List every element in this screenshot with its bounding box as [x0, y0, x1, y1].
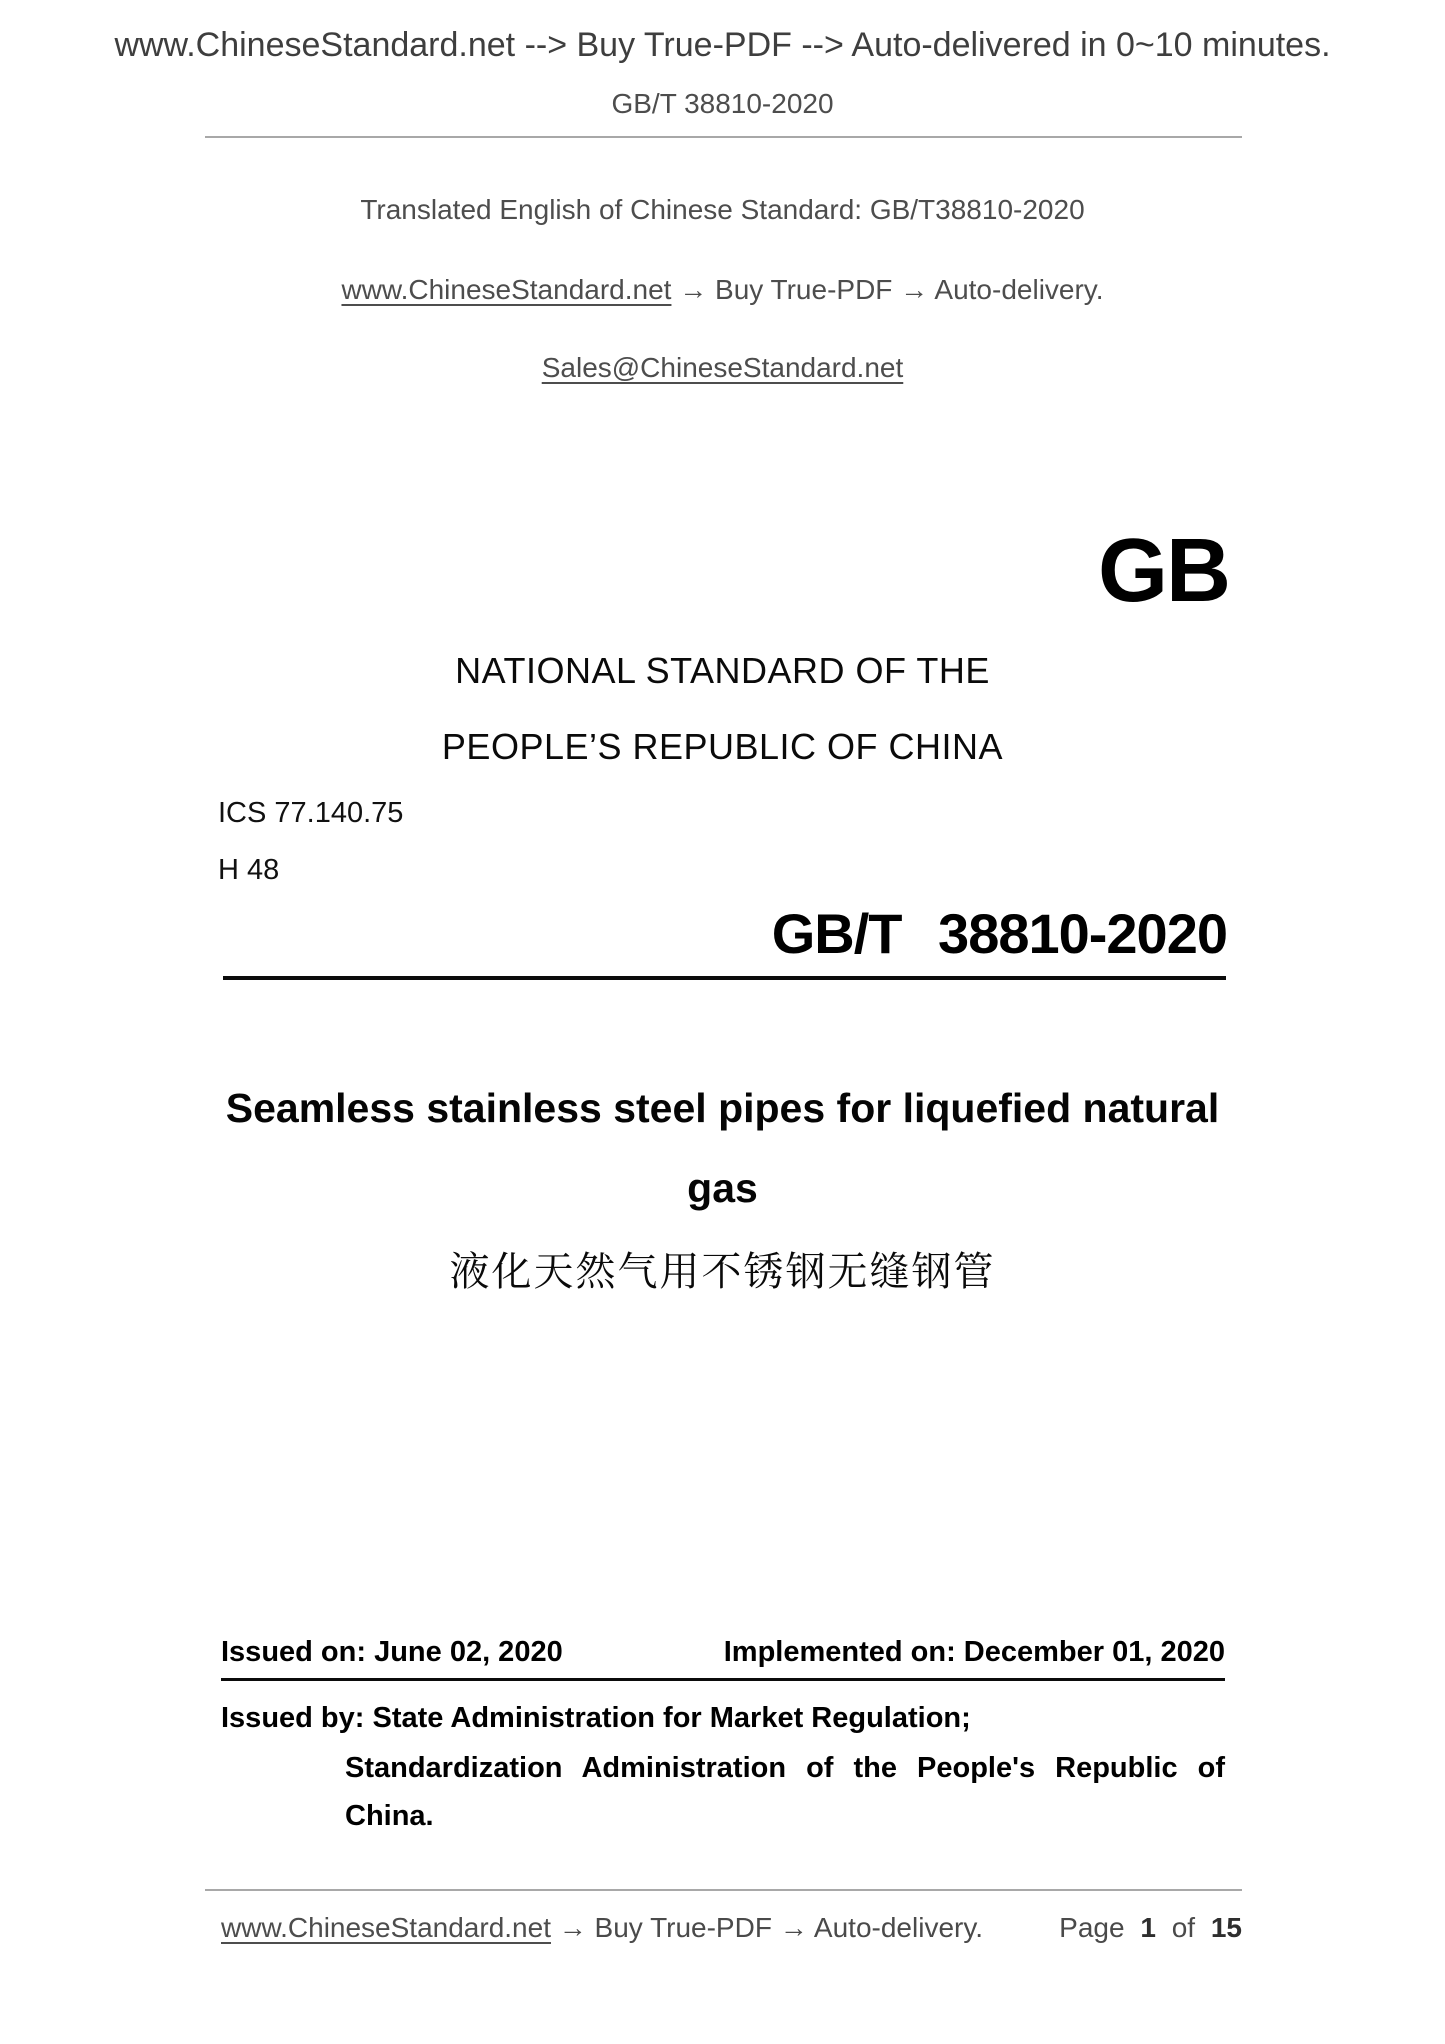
translated-note: Translated English of Chinese Standard: GB/T38810-2020	[360, 194, 1085, 225]
issued-by-continuation-line1: Standardization Administration of the People's Republic of	[345, 1752, 1225, 1784]
code-underline-rule	[223, 976, 1226, 980]
footer-website-link[interactable]: www.ChineseStandard.net	[221, 1912, 551, 1943]
buy-line	[0, 274, 1445, 306]
national-standard-heading-line2: PEOPLE’S REPUBLIC OF CHINA	[441, 726, 1004, 767]
header-tagline: www.ChineseStandard.net --> Buy True-PDF --> Auto-delivered in 0~10 minutes.	[114, 26, 1331, 64]
page-total: 15	[1210, 1912, 1242, 1943]
implemented-on-date: Implemented on: December 01, 2020	[723, 1636, 1225, 1668]
buy-line-rest: → Buy True-PDF → Auto-delivery.	[671, 274, 1104, 305]
page-label: Page	[1059, 1912, 1125, 1943]
ics-code: ICS 77.140.75	[218, 797, 404, 829]
footer-tagline	[221, 1912, 983, 1944]
title-english-line1: Seamless stainless steel pipes for liquefied natural	[225, 1085, 1220, 1131]
standard-code-large: GB/T 38810-2020	[771, 902, 1227, 965]
sales-email-link[interactable]: Sales@ChineseStandard.net	[541, 352, 904, 383]
title-chinese: 液化天然气用不锈钢无缝钢管	[449, 1249, 996, 1295]
issued-by-continuation-line2: China.	[345, 1800, 434, 1832]
national-standard-heading-line1: NATIONAL STANDARD OF THE	[455, 650, 990, 691]
issuance-dates-row	[221, 1636, 1225, 1669]
footer-tagline-rest: → Buy True-PDF → Auto-delivery.	[550, 1912, 984, 1943]
footer-divider	[205, 1889, 1242, 1891]
class-code: H 48	[218, 854, 280, 886]
header-divider	[205, 136, 1242, 138]
gb-logo: GB	[1098, 521, 1229, 621]
issued-by: Issued by: State Administration for Market Regulation;	[221, 1702, 971, 1734]
issued-on-date: Issued on: June 02, 2020	[221, 1636, 563, 1668]
footer-row	[221, 1912, 1242, 1944]
sales-line	[0, 352, 1445, 384]
page-of-label: of	[1171, 1912, 1196, 1943]
website-link[interactable]: www.ChineseStandard.net	[341, 274, 672, 305]
page-current: 1	[1140, 1912, 1156, 1943]
header-doc-code: GB/T 38810-2020	[611, 88, 834, 119]
page-indicator	[1059, 1912, 1242, 1944]
title-english-line2: gas	[687, 1165, 758, 1211]
issuance-divider-rule	[221, 1678, 1225, 1681]
